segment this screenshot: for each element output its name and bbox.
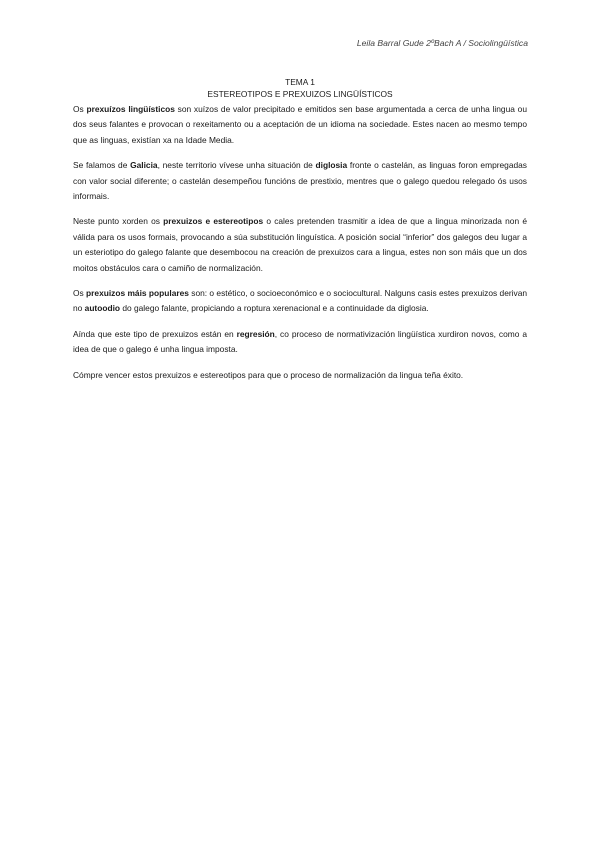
page-header: Leila Barral Gude 2ºBach A / Sociolingüística	[356, 38, 528, 48]
paragraph-text: Os	[73, 104, 87, 114]
paragraph-text: son xuízos de valor precipitado e emitidos sen base argumentada a cerca de unha lingua ou dos seus falantes e provocan o rexeitamento ou a aceptación de un idioma na sociedade. Estes nacen ao mesmo tempo que as linguas, existían xa na Idade Media.	[73, 104, 527, 145]
topic-subtitle: ESTEREOTIPOS E PREXUIZOS LINGÜÍSTICOS	[207, 89, 393, 99]
bold-term: prexuizos e estereotipos	[163, 216, 264, 227]
bold-term: diglosia	[315, 160, 348, 171]
paragraph-text: Neste punto xorden os	[73, 216, 164, 227]
paragraph-text: fronte o castelán, as linguas foron empregadas con valor social diferente; o castelán desempeñou funcións de prestixio, mentres que o galego quedou relegado ós usos informais.	[73, 160, 527, 202]
paragraph-text: Os	[73, 288, 87, 299]
paragraph-text: Se falamos de	[73, 160, 131, 171]
paragraph-text: o cales pretenden trasmitir a idea de que a lingua minorizada non é válida para os usos formais, provocando a súa substitución linguística. A posición social “inferior” dos galegos deu lugar a un esteriotipo do galego falante que desembocou na creación de prexuizos cara a lingua, estes non son máis que un dos moitos obstáculos cara o camiño de normalización.	[73, 216, 527, 273]
paragraph-5	[73, 327, 527, 358]
paragraph-text: Cómpre vencer estos prexuizos e estereotipos para que o proceso de normalización da lingua teña éxito.	[73, 369, 464, 380]
paragraph-6	[73, 368, 527, 383]
paragraph-4	[73, 286, 527, 317]
paragraph-2	[73, 158, 527, 204]
paragraph-1	[73, 102, 527, 148]
topic-title: TEMA 1	[285, 77, 315, 87]
paragraph-text: do galego falante, propiciando a roptura xerenacional e a continuidade da diglosia.	[120, 303, 429, 314]
paragraph-text: son: o estético, o socioeconómico e o sociocultural. Nalguns casis estes prexuizos derivan no	[73, 288, 528, 314]
bold-term: regresión	[236, 328, 275, 339]
bold-term: autoodio	[84, 303, 121, 314]
title-block	[0, 76, 600, 100]
paragraph-3	[73, 214, 527, 276]
bold-term: prexuízos lingüísticos	[86, 104, 175, 114]
document-body	[73, 102, 527, 393]
bold-term: Galicia	[130, 160, 158, 171]
paragraph-text: , co proceso de normativización lingüística xurdiron novos, como a idea de que o galego é unha lingua imposta.	[73, 328, 527, 355]
paragraph-text: Aínda que este tipo de prexuizos están en	[73, 328, 237, 339]
paragraph-text: , neste territorio vívese unha situación de	[157, 160, 316, 171]
bold-term: prexuizos máis populares	[86, 288, 189, 299]
